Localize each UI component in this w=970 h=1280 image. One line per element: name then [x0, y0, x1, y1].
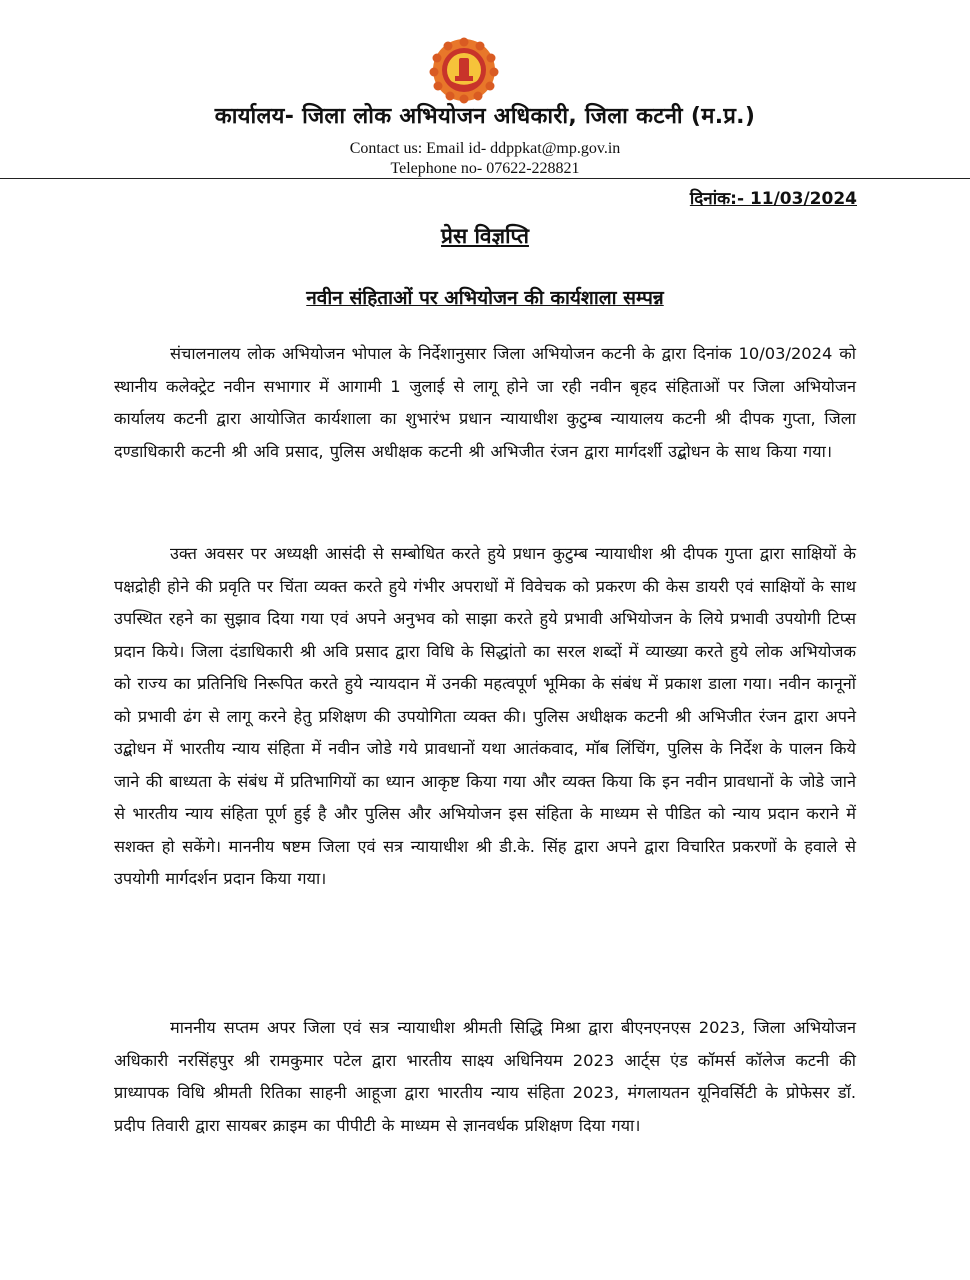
- body-paragraph-3: माननीय सप्तम अपर जिला एवं सत्र न्यायाधीश श्रीमती सिद्धि मिश्रा द्वारा बीएनएनएस 2023, जिला अभियोजन अधिकारी नरसिंहपुर श्री रामकुमार पटेल द्वारा भारतीय साक्ष्य अधिनियम 2023 आर्ट्स एंड कॉमर्स कॉलेज कटनी की प्राध्यापक विधि श्रीमती रितिका साहनी आहूजा द्वारा भारतीय न्याय संहिता 2023, मंगलायतन यूनिवर्सिटी के प्रोफेसर डॉ. प्रदीप तिवारी द्वारा सायबर क्राइम का पीपीटी के माध्यम से ज्ञानवर्धक प्रशिक्षण दिया गया।: [114, 1018, 856, 1135]
- body-paragraph-1: संचालनालय लोक अभियोजन भोपाल के निर्देशानुसार जिला अभियोजन कटनी के द्वारा दिनांक 10/03/2024 को स्थानीय कलेक्ट्रेट नवीन सभागार में आगामी 1 जुलाई से लागू होने जा रही नवीन बृहद संहिताओं पर जिला अभियोजन कार्यालय कटनी द्वारा आयोजित कार्यशाला का शुभारंभ प्रधान न्यायाधीश कुटुम्ब न्यायालय कटनी श्री दीपक गुप्ता, जिला दण्डाधिकारी कटनी श्री अवि प्रसाद, पुलिस अधीक्षक कटनी श्री अभिजीत रंजन द्वारा मार्गदर्शी उद्बोधन के साथ किया गया।: [114, 344, 856, 461]
- contact-telephone: Telephone no- 07622-228821: [390, 160, 580, 177]
- header-divider: [0, 178, 970, 179]
- contact-email: Contact us: Email id- ddppkat@mp.gov.in: [349, 140, 621, 157]
- office-title: कार्यालय- जिला लोक अभियोजन अधिकारी, जिला कटनी (म.प्र.): [214, 104, 756, 129]
- date-line: दिनांक:- 11/03/2024: [689, 189, 857, 209]
- press-release-heading: प्रेस विज्ञप्ति: [441, 224, 529, 248]
- body-paragraph-2: उक्त अवसर पर अध्यक्षी आसंदी से सम्बोधित करते हुये प्रधान कुटुम्ब न्यायाधीश श्री दीपक गुप्ता द्वारा साक्षियों के पक्षद्रोही होने की प्रवृति पर चिंता व्यक्त करते हुये गंभीर अपराधों में विवेचक को प्रकरण की केस डायरी एवं साक्षियों के साथ उपस्थित रहने का सुझाव दिया गया एवं अपने अनुभव को साझा करते हुये प्रभावी अभियोजन के लिये प्रभावी उपयोगी टिप्स प्रदान किये। जिला दंडाधिकारी श्री अवि प्रसाद द्वारा विधि के सिद्धांतो का सरल शब्दों में व्याख्या करते हुये लोक अभियोजक को राज्य का प्रतिनिधि निरूपित करते हुये न्यायदान में उनकी महत्वपूर्ण भूमिका के संबंध में प्रकाश डाला गया। नवीन कानूनों को प्रभावी ढंग से लागू करने हेतु प्रशिक्षण की उपयोगिता व्यक्त की। पुलिस अधीक्षक कटनी श्री अभिजीत रंजन द्वारा अपने उद्बोधन में भारतीय न्याय संहिता में नवीन जोडे गये प्रावधानों यथा आतंकवाद, मॉब लिंचिंग, पुलिस के निर्देश के पालन किये जाने की बाध्यता के संबंध में प्रतिभागियों का ध्यान आकृष्ट किया गया और व्यक्त किया कि इन नवीन प्रावधानों के जोडे जाने से भारतीय न्याय संहिता पूर्ण हुई है और पुलिस और अभियोजन इस संहिता के माध्यम से पीडित को न्याय प्रदान कराने में सशक्त हो सकेंगे। माननीय षष्टम जिला एवं सत्र न्यायाधीश श्री डी.के. सिंह द्वारा अपने द्वारा विचारित प्रकरणों के हवाले से उपयोगी मार्गदर्शन प्रदान किया गया।: [114, 544, 856, 888]
- madhya-pradesh-emblem-icon: [426, 36, 502, 104]
- press-release-subheading: नवीन संहिताओं पर अभियोजन की कार्यशाला सम्पन्न: [306, 287, 664, 309]
